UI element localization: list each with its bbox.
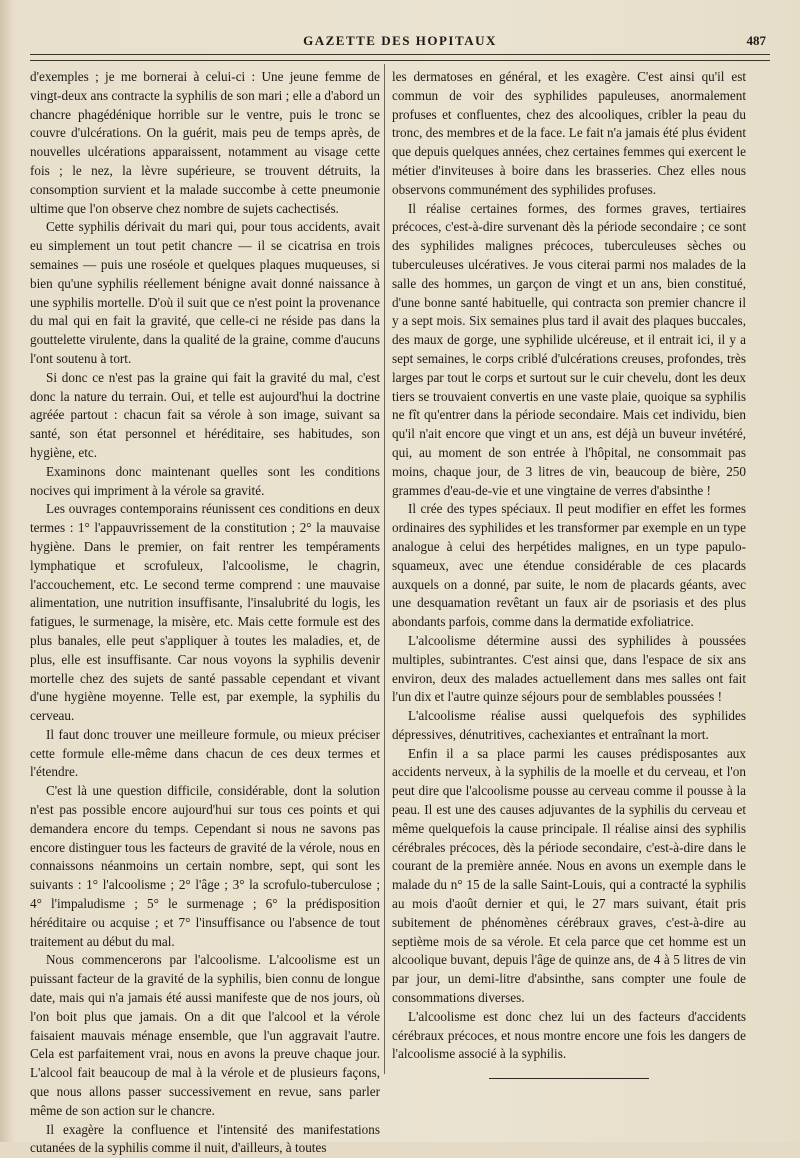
page-header: [30, 30, 770, 55]
paragraph: Cette syphilis dérivait du mari qui, pour tous accidents, avait eu simplement un tout petit chancre — il se cicatrisa en trois semaines — puis une roséole et quelques plaques muqueuses, si bien qu'une syphilis réellement bénigne avait donné naissance à une syphilis mortelle. D'où il suit que ce n'est point la provenance du mal qui en fait la gravité, que celle-ci ne réside pas dans la gouttelette virulente, dans la qualité de la graine, comme d'aucuns l'ont soutenu à tort.: [30, 219, 380, 366]
paragraph: Enfin il a sa place parmi les causes prédisposantes aux accidents nerveux, à la syphilis de la moelle et du cerveau, et l'on peut dire que l'alcoolisme pousse au cerveau comme il pousse à la peau. Il est une des causes adjuvantes de la syphilis du cerveau et même quelquefois la cause principale. Il réalise ainsi des syphilis cérébrales précoces, dès la période secondaire, c'est-à-dire dans le courant de la première année. Nous en avons un exemple dans le malade du n° 15 de la salle Saint-Louis, qui a contracté la syphilis au mois d'août dernier et qui, le 27 mars suivant, était pris subitement de phénomènes cérébraux graves, c'est-à-dire au septième mois de sa vérole. Et cela parce que cet homme est un alcoolique buvant, depuis l'âge de quinze ans, de 4 à 5 litres de vin par jour, un demi-litre d'absinthe, sans compter une foule de consommations diverses.: [392, 745, 746, 1006]
paragraph: L'alcoolisme réalise aussi quelquefois des syphilides dépressives, dénutritives, cachexiantes et entraînant la mort.: [392, 708, 746, 742]
paragraph: Il faut donc trouver une meilleure formule, ou mieux préciser cette formule elle-même dans chacun de ces deux termes et l'étendre.: [30, 726, 380, 780]
paragraph: Examinons donc maintenant quelles sont les conditions nocives qui impriment à la vérole sa gravité.: [30, 463, 380, 498]
header-rule: [30, 60, 770, 61]
paragraph: L'alcoolisme détermine aussi des syphilides à poussées multiples, subintrantes. C'est ainsi que, dans l'espace de six ans environ, deux des malades actuellement dans mes salles ont fait l'un dix et l'autre quinze séjours pour de semblables poussées !: [392, 632, 746, 705]
left-column: [30, 68, 380, 1156]
page-number: 487: [746, 33, 766, 48]
paragraph: C'est là une question difficile, considérable, dont la solution n'est pas possible encore aujourd'hui sur tous ces points et qui demandera encore du temps. Cependant si nous ne savons pas encore distinguer tous les facteurs de gravité de la vérole, nous en connaissons néanmoins un certain nombre, sept, qui sont les suivants : 1° l'alcoolisme ; 2° l'âge ; 3° la scrofulo-tuberculose ; 4° l'impaludisme ; 5° le surmenage ; 6° la prédisposition héréditaire ou acquise ; et 7° l'insuffisance ou l'absence de tout traitement au début du mal.: [30, 783, 380, 949]
paragraph: d'exemples ; je me bornerai à celui-ci : Une jeune femme de vingt-deux ans contracte la syphilis de son mari ; elle a d'abord un chancre phagédénique horrible sur le ventre, puis le tronc se couvre d'ulcérations. On la guérit, mais peu de temps après, de nouvelles ulcérations apparaissent, notamment au visage cette fois ; le nez, la lèvre supérieure, se trouvent détruits, la consomption survient et la malade succombe à cette pneumonie ultime que l'on observe chez nombre de sujets cachectisés.: [30, 69, 380, 216]
paragraph: Il exagère la confluence et l'intensité des manifestations cutanées de la syphilis comme il nuit, d'ailleurs, à toutes: [30, 1121, 380, 1156]
paragraph: Il crée des types spéciaux. Il peut modifier en effet les formes ordinaires des syphilides et les transformer par exemple en un type analogue à celui des herpétides malignes, en un type papulo-squameux, avec une étendue considérable de ces placards auxquels on a donné, par suite, le nom de placards géants, avec une desquamation revêtant un faux air de psoriasis et des plus abondants parfois, comme dans la dermatide exfoliatrice.: [392, 501, 746, 630]
article-end-rule: [489, 1078, 649, 1079]
paragraph: Si donc ce n'est pas la graine qui fait la gravité du mal, c'est donc la nature du terrain. Oui, et telle est aujourd'hui la doctrine agréée partout : chacun fait sa vérole à son image, suivant sa santé, son état personnel et héréditaire, ses habitudes, son hygiène, etc.: [30, 369, 380, 460]
right-column: [392, 68, 746, 1128]
column-divider: [384, 64, 385, 1074]
paragraph: Il réalise certaines formes, des formes graves, tertiaires précoces, c'est-à-dire survenant dès la période secondaire ; ce sont des syphilides malignes précoces, tuberculeuses sèches ou tuberculeuses ulcératives. Je vous citerai parmi nos malades de la salle des hommes, un garçon de vingt et un ans, bien constitué, d'une bonne santé habituelle, qui contracta son premier chancre il y a sept mois. Six semaines plus tard il avait des plaques buccales, des maux de gorge, une syphilide ulcéreuse, et il entrait ici, il y a sept semaines, le corps criblé d'ulcérations creuses, profondes, très larges par tout le corps et surtout sur le cuir chevelu, dont les deux tiers se trouvaient convertis en une vaste plaie, quoique sa syphilis ne fît qu'entrer dans la période secondaire. Mais cet individu, bien qu'il n'ait encore que vingt et un ans, est déjà un buveur invétéré, qui, au moment de son entrée à l'hôpital, ne consommait pas moins, chaque jour, de 3 litres de vin, beaucoup de bière, 250 grammes d'eau-de-vie et une vingtaine de verres d'absinthe !: [392, 200, 746, 498]
paragraph: les dermatoses en général, et les exagère. C'est ainsi qu'il est commun de voir des syphilides papuleuses, anormalement profuses et confluentes, chez des alcooliques, cribler la peau du tronc, des membres et de la face. Le fait n'a jamais été plus évident que depuis quelques années, chez certaines femmes qui exercent le métier d'inviteuses à boire dans les brasseries. Chez elles nous observons communément des syphilides profuses.: [392, 69, 746, 197]
paragraph: L'alcoolisme est donc chez lui un des facteurs d'accidents cérébraux précoces, et nous montre encore une fois les dangers de l'alcoolisme associé à la syphilis.: [392, 1008, 746, 1062]
paragraph: Les ouvrages contemporains réunissent ces conditions en deux termes : 1° l'appauvrissement de la constitution ; 2° la mauvaise hygiène. Dans le premier, on fait rentrer les tempéraments lymphatique et scrofuleux, l'alcoolisme, le chagrin, l'accouchement, etc. Le second terme comprend : une mauvaise alimentation, une nutrition insuffisante, l'insalubrité du logis, les fatigues, le surmenage, la misère, etc. Mais cette formule est des plus banales, elle peut s'appliquer à toutes les maladies, et, de plus, elle est insuffisante. Car nous voyons la syphilis devenir mortelle chez des sujets de santé passable cependant et vivant d'une hygiène moyenne. Telle est, par exemple, la syphilis du cerveau.: [30, 501, 380, 724]
paragraph: Nous commencerons par l'alcoolisme. L'alcoolisme est un puissant facteur de la gravité de la syphilis, bien connu de longue date, mais qui n'a jamais été aussi manifeste que de nos jours, où l'on boit plus que jamais. On a dit que l'alcool et la vérole faisaient mauvais ménage ensemble, que l'un aggravait l'autre. Cela est parfaitement vrai, nous en avons la preuve chaque jour. L'alcool fait beaucoup de mal à la vérole et de plusieurs façons, que nous allons passer successivement en revue, sans parler même de son action sur le chancre.: [30, 952, 380, 1118]
header-title: GAZETTE DES HOPITAUX: [303, 33, 497, 48]
